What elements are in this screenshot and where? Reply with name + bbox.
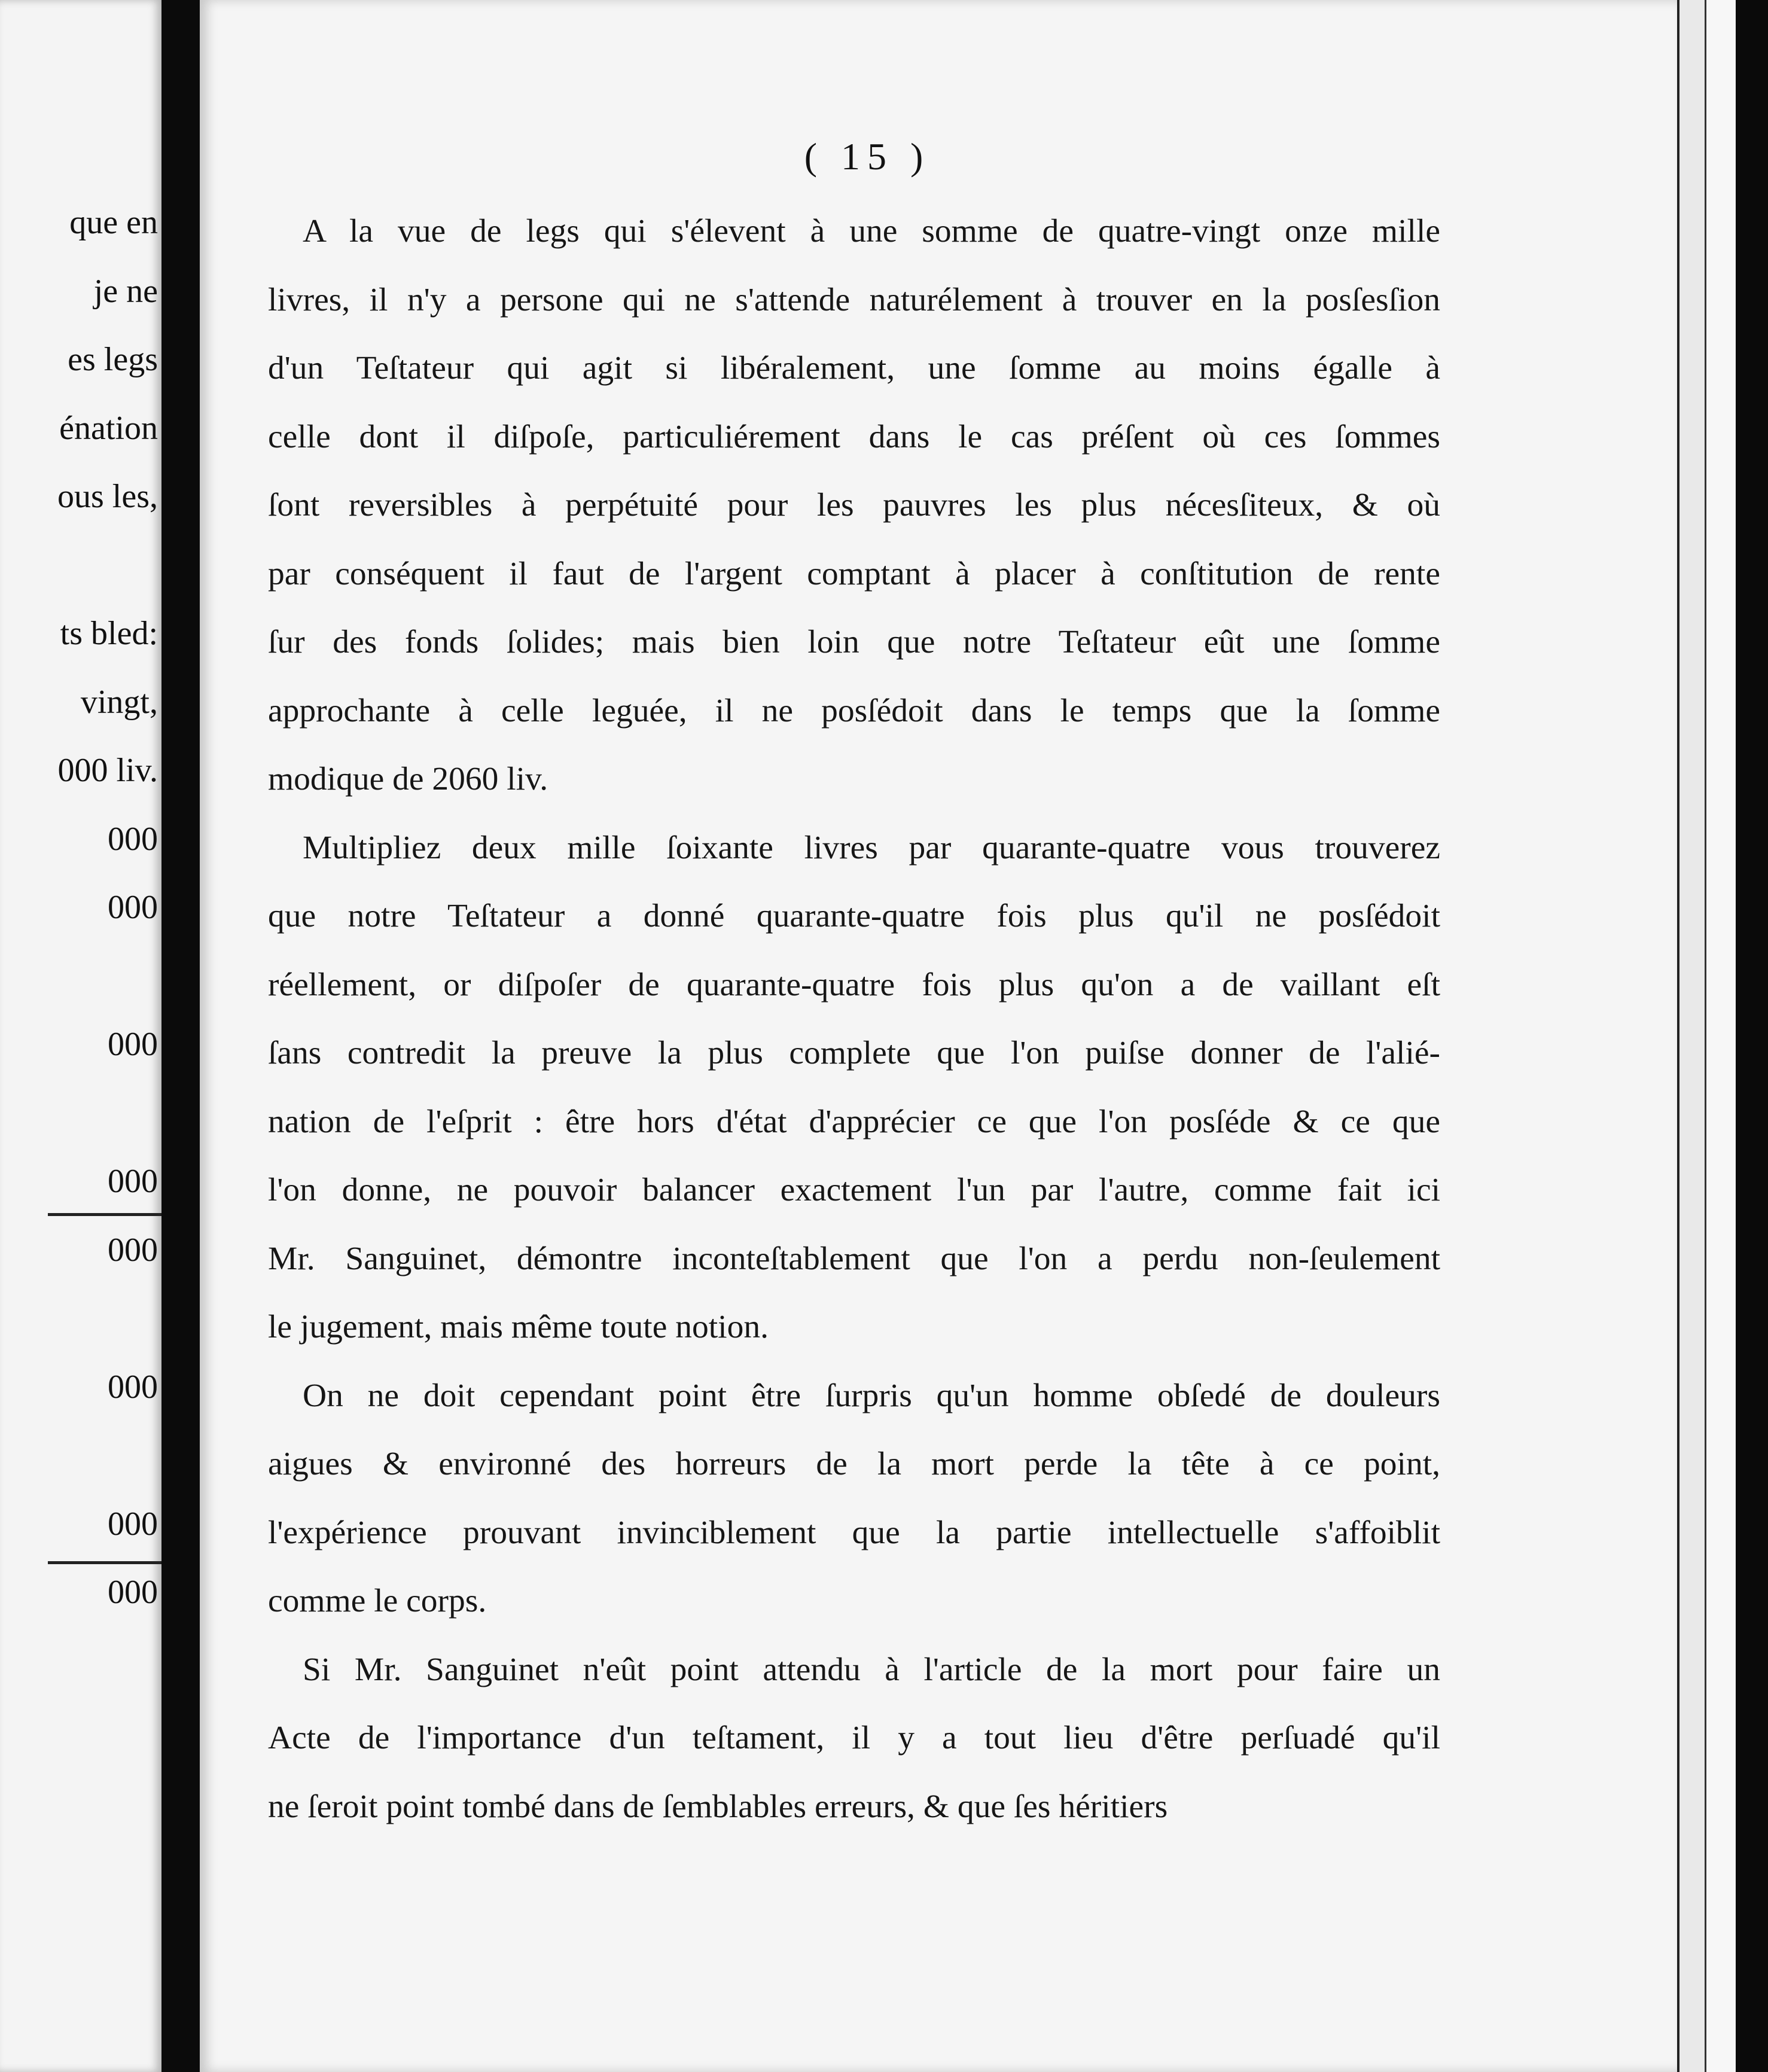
book-gutter (161, 0, 200, 2072)
text-line: ſur des fonds ſolides; mais bien loin que notre Teſtateur eût une ſomme (268, 624, 1440, 660)
paragraph (268, 197, 1440, 814)
paragraph (268, 1636, 1440, 1842)
text-line: Multipliez deux mille ſoixante livres par quarante-quatre vous trouverez (303, 829, 1440, 866)
text-line: celle dont il diſpoſe, particuliérement dans le cas préſent où ces ſommes (268, 418, 1440, 455)
text-line: ne ſeroit point tombé dans de ſemblables erreurs, & que ſes héritiers (268, 1788, 1168, 1825)
text-line: par conséquent il faut de l'argent comptant à placer à conſtitution de rente (268, 555, 1440, 592)
left-page-fragment: ous les, (57, 478, 158, 515)
paragraph (268, 1362, 1440, 1636)
left-facing-page (0, 0, 161, 2072)
page-edge (1677, 0, 1707, 2072)
text-line: On ne doit cependant point être ſurpris qu'un homme obſedé de douleurs (303, 1377, 1440, 1414)
text-line: Acte de l'importance d'un teſtament, il y a tout lieu d'être perſuadé qu'il (268, 1720, 1440, 1756)
left-page-fragment: énation (59, 409, 158, 447)
left-page-fragment: je ne (93, 272, 158, 310)
text-line: modique de 2060 liv. (268, 761, 548, 797)
left-page-rule (48, 1561, 161, 1564)
body-text (268, 197, 1440, 1841)
text-line: comme le corps. (268, 1583, 487, 1619)
left-page-fragment: 000 (108, 1368, 158, 1406)
text-line: Mr. Sanguinet, démontre inconteſtablement que l'on a perdu non-ſeulement (268, 1240, 1440, 1277)
left-page-fragment: 000 liv. (57, 752, 158, 789)
left-page-fragment: que en (69, 204, 158, 241)
text-line: approchante à celle leguée, il ne posſédoit dans le temps que la ſomme (268, 692, 1440, 729)
page-edge (1736, 0, 1768, 2072)
left-page-fragment: ts bled: (60, 615, 158, 652)
text-line: réellement, or diſpoſer de quarante-quatre fois plus qu'on a de vaillant eſt (268, 966, 1440, 1003)
text-line: nation de l'eſprit : être hors d'état d'apprécier ce que l'on posſéde & ce que (268, 1103, 1440, 1140)
text-line: le jugement, mais même toute notion. (268, 1309, 769, 1345)
left-page-fragment: 000 (108, 1505, 158, 1543)
left-page-fragment: 000 (108, 1574, 158, 1611)
left-page-fragment: es legs (68, 341, 158, 378)
left-page-fragment: vingt, (80, 683, 158, 721)
text-line: ſans contredit la preuve la plus complete que l'on puiſse donner de l'alié- (268, 1035, 1440, 1071)
text-line: d'un Teſtateur qui agit si libéralement, une ſomme au moins égalle à (268, 350, 1440, 386)
page-number: ( 15 ) (804, 135, 931, 178)
left-page-fragment: 000 (108, 1231, 158, 1269)
text-line: Si Mr. Sanguinet n'eût point attendu à l'article de la mort pour faire un (303, 1651, 1440, 1688)
paragraph (268, 814, 1440, 1362)
left-page-fragment: 000 (108, 889, 158, 926)
left-page-fragment: 000 (108, 820, 158, 858)
left-page-fragment: 000 (108, 1026, 158, 1063)
page-edge (1705, 0, 1737, 2072)
text-line: l'on donne, ne pouvoir balancer exactement l'un par l'autre, comme fait ici (268, 1172, 1440, 1208)
text-line: livres, il n'y a persone qui ne s'attende naturélement à trouver en la posſesſion (268, 281, 1440, 318)
text-line: aigues & environné des horreurs de la mort perde la tête à ce point, (268, 1446, 1440, 1482)
text-line: l'expérience prouvant invinciblement que la partie intellectuelle s'affoiblit (268, 1514, 1440, 1551)
text-line: ſont reversibles à perpétuité pour les pauvres les plus nécesſiteux, & où (268, 487, 1440, 523)
text-line: A la vue de legs qui s'élevent à une somme de quatre-vingt onze mille (303, 213, 1440, 249)
left-page-rule (48, 1213, 161, 1216)
left-page-fragment: 000 (108, 1163, 158, 1200)
text-line: que notre Teſtateur a donné quarante-quatre fois plus qu'il ne posſédoit (268, 898, 1440, 934)
